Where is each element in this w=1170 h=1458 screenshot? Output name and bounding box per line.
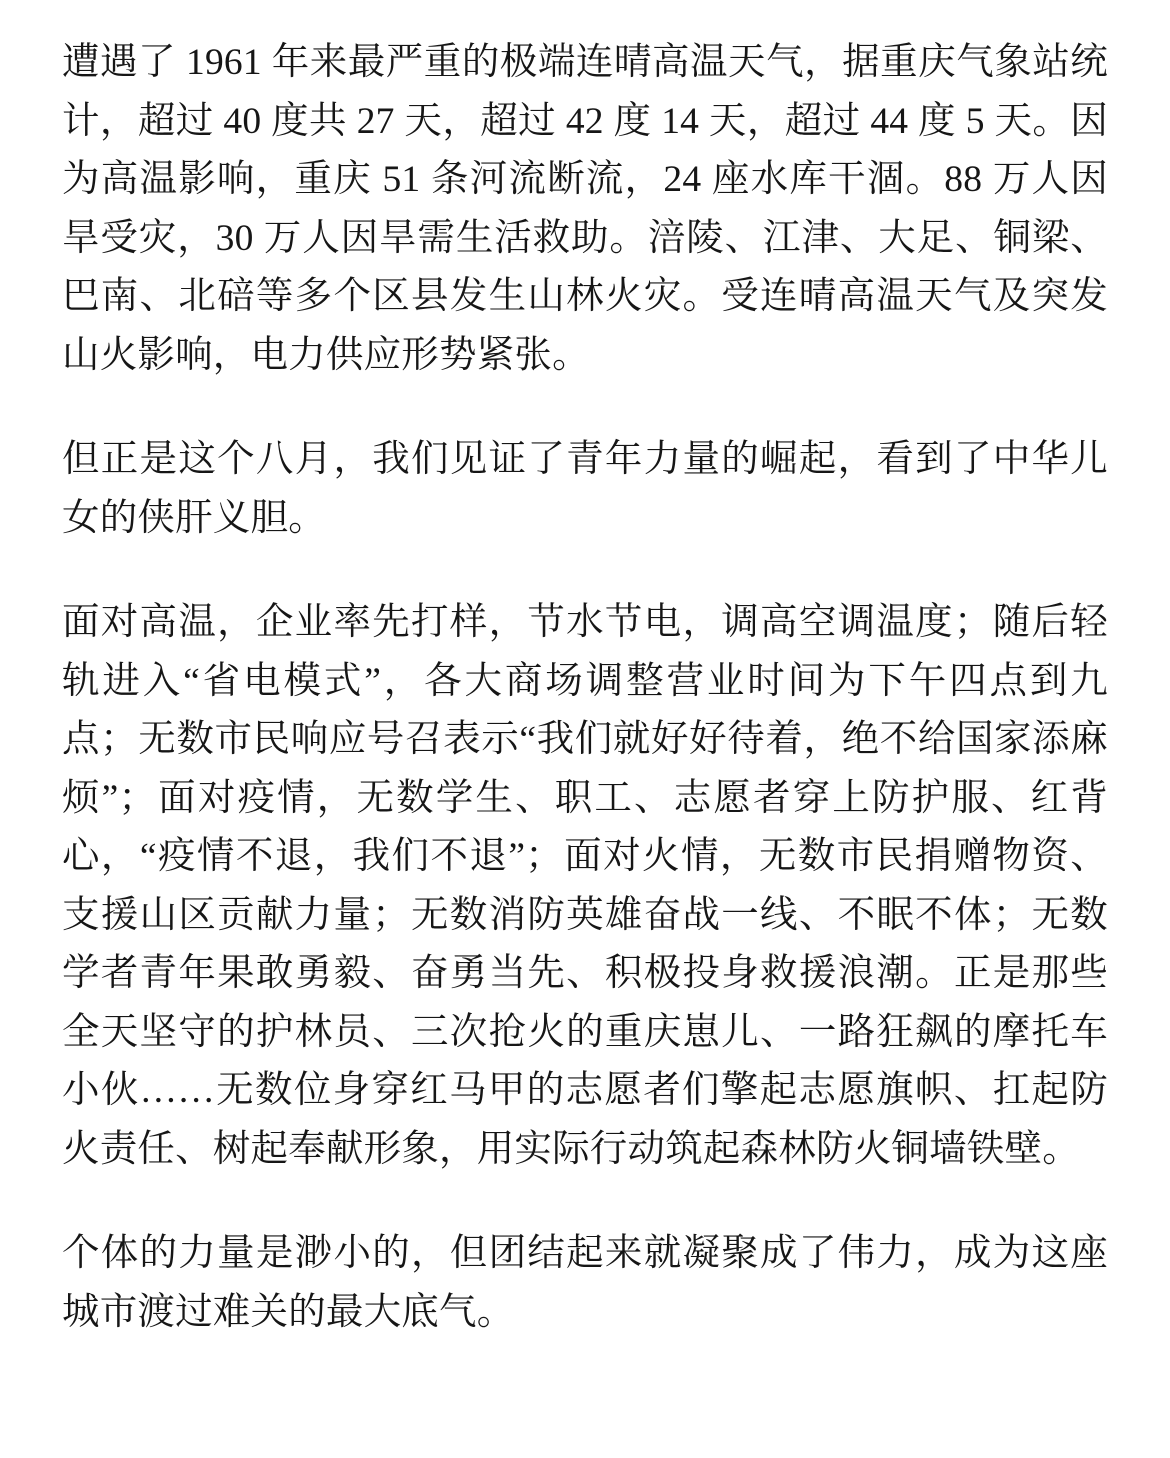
paragraph-3: 面对高温，企业率先打样，节水节电，调高空调温度；随后轻轨进入“省电模式”，各大商场调整营业时间为下午四点到九点；无数市民响应号召表示“我们就好好待着，绝不给国家添麻烦”；面对疫情，无数学生、职工、志愿者穿上防护服、红背心，“疫情不退，我们不退”；面对火情，无数市民捐赠物资、支援山区贡献力量；无数消防英雄奋战一线、不眠不体；无数学者青年果敢勇毅、奋勇当先、积极投身救援浪潮。正是那些全天坚守的护林员、三次抢火的重庆崽儿、一路狂飙的摩托车小伙……无数位身穿红马甲的志愿者们擎起志愿旗帜、扛起防火责任、树起奉献形象，用实际行动筑起森林防火铜墙铁壁。: [62, 602, 1108, 1170]
paragraph-4: 个体的力量是渺小的，但团结起来就凝聚成了伟力，成为这座城市渡过难关的最大底气。: [62, 1233, 1108, 1333]
article-body: [62, 34, 1108, 1342]
paragraph-1: 遭遇了 1961 年来最严重的极端连晴高温天气，据重庆气象站统计，超过 40 度共 27 天，超过 42 度 14 天，超过 44 度 5 天。因为高温影响，重庆 51 条河流断流，24 座水库干涸。88 万人因旱受灾，30 万人因旱需生活救助。涪陵、江津、大足、铜梁、巴南、北碚等多个区县发生山林火灾。受连晴高温天气及突发山火影响，电力供应形势紧张。: [62, 42, 1108, 376]
paragraph-2: 但正是这个八月，我们见证了青年力量的崛起，看到了中华儿女的侠肝义胆。: [62, 439, 1108, 539]
